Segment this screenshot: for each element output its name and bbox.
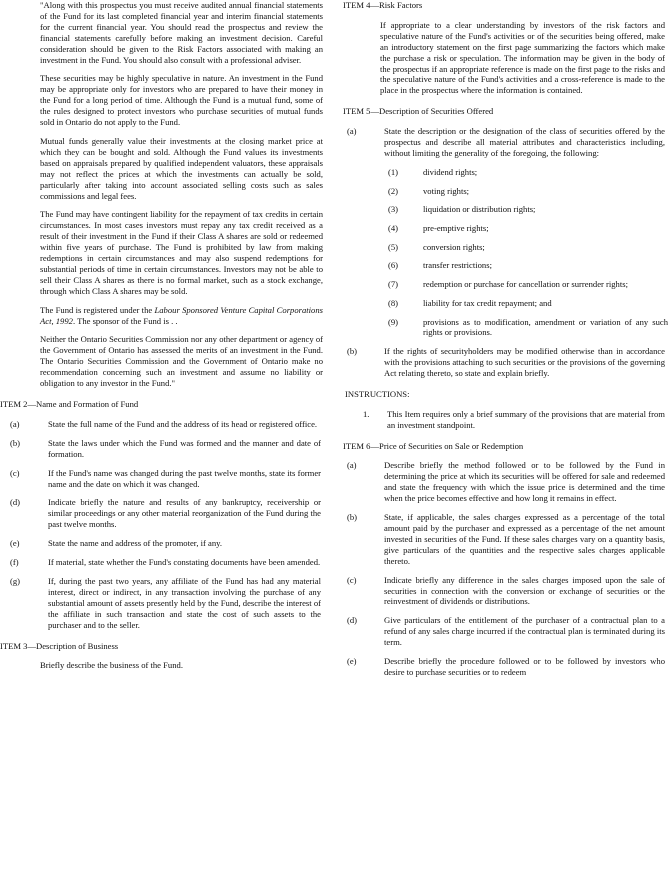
item6-entry-d xyxy=(347,615,665,648)
item5-subtext-6: transfer restrictions; xyxy=(423,260,492,271)
item3-heading: ITEM 3—Description of Business xyxy=(0,640,119,651)
item5-subitem-3 xyxy=(388,204,668,215)
item2-label-d: (d) xyxy=(10,497,21,508)
item5-subtext-1: dividend rights; xyxy=(423,166,478,177)
item6-text-c: Indicate briefly any difference in the sales charges imposed upon the sale of securities in connection with the conversion or exchange of securities or the reinvestment of dividends or distributions. xyxy=(384,574,665,607)
prospectus-notice-final-paragraph: Neither the Ontario Securities Commission nor any other department or agency of the Government of Ontario has assessed the merits of an investment in the Fund. The Ontario Securities Commission and the Government of Ontario make no recommendation concerning such an investment and assume no liability or obligation to any investor in the Fund." xyxy=(40,334,323,389)
item6-text-e: Describe briefly the procedure followed or to be followed by investors who desire to purchase securities or to redeem xyxy=(384,656,665,677)
item2-text-f: If material, state whether the Fund's constating documents have been amended. xyxy=(48,557,321,568)
item5-sublabel-1: (1) xyxy=(388,166,399,177)
item2-text-a: State the full name of the Fund and the address of its head or registered office. xyxy=(48,418,318,429)
item5-subtext-5: conversion rights; xyxy=(423,241,485,252)
item4-heading: ITEM 4—Risk Factors xyxy=(343,0,423,10)
item5-subitem-1 xyxy=(388,167,668,178)
registration-paragraph xyxy=(40,305,323,327)
item5-subitem-5 xyxy=(388,242,668,253)
instructions-heading: INSTRUCTIONS: xyxy=(345,388,410,399)
item2-label-a: (a) xyxy=(10,418,20,429)
item5-sublabel-4: (4) xyxy=(388,222,399,233)
registration-post: . The sponsor of the Fund is . . xyxy=(72,315,178,326)
item6-text-b: State, if applicable, the sales charges expressed as a percentage of the total amount paid by the purchaser and expressed as a percentage of the net amount invested in securities of the Fund. If these sales charges vary on a quantity basis, give particulars of the quantities and the respective sales charges applicable thereto. xyxy=(384,512,665,566)
item6-label-a: (a) xyxy=(347,460,357,471)
prospectus-notice-paragraph-4: The Fund may have contingent liability for the repayment of tax credits in certain circumstances. In most cases investors must repay any tax credit received as a result of their investment in the Fund if their Class A shares are sold or redeemed within five years of purchase. The Fund is prohibited by law from making redemptions in certain circumstances and may also suspend redemptions for substantial periods of time in certain circumstances. Investors may not be able to sell their Class A shares as there is no formal market, such as a stock exchange, through which Class A shares may be sold. xyxy=(40,209,323,296)
item2-entry-a xyxy=(10,419,321,430)
prospectus-notice-paragraph-2: These securities may be highly speculative in nature. An investment in the Fund may be appropriate only for investors who are prepared to have their money in the Fund for a long period of time. Although the Fund is a mutual fund, some of the rules designed to protect investors who purchase securities of mutual funds sold in Ontario do not apply to the Fund. xyxy=(40,73,323,128)
item5-subitem-7 xyxy=(388,279,668,290)
item5-subitem-9 xyxy=(388,317,668,339)
item5-subitems xyxy=(388,167,668,338)
item2-text-c: If the Fund's name was changed during the past twelve months, state its former name and the date on which it was changed. xyxy=(48,467,321,489)
item5-subtext-4: pre-emptive rights; xyxy=(423,222,489,233)
item5-subtext-7: redemption or purchase for cancellation or surrender rights; xyxy=(423,279,628,290)
right-column xyxy=(343,0,668,686)
instructions-label-1: 1. xyxy=(363,408,370,419)
item5-sublabel-9: (9) xyxy=(388,316,399,327)
prospectus-notice-paragraph-1: "Along with this prospectus you must receive audited annual financial statements of the Fund for its last completed financial year and interim financial statements for the current financial year. You should read the prospectus and review the financial statements carefully before making an investment decision. Careful consideration should be given to the Risk Factors associated with making an investment in the Fund. You should also consult with a professional adviser. xyxy=(40,0,323,65)
item5-heading: ITEM 5—Description of Securities Offered xyxy=(343,106,494,117)
item6-heading: ITEM 6—Price of Securities on Sale or Redemption xyxy=(343,440,524,451)
left-column xyxy=(0,0,333,671)
item5-sublabel-2: (2) xyxy=(388,185,399,196)
item5-subitem-6 xyxy=(388,260,668,271)
registration-act: Labour Sponsored Venture Capital Corporations Act, 1992 xyxy=(40,304,323,326)
item6-text-a: Describe briefly the method followed or to be followed by the Fund in determining the price at which its securities will be offered for sale and redeemed and state the frequency with which the issue price is determined and the time when the price becomes effective and how long it remains in effect. xyxy=(384,460,665,504)
item5-sublabel-7: (7) xyxy=(388,279,399,290)
item5-subitem-8 xyxy=(388,298,668,309)
item5-label-a: (a) xyxy=(347,126,357,137)
item2-entry-d xyxy=(10,497,321,530)
item5-sublabel-8: (8) xyxy=(388,297,399,308)
item6-label-b: (b) xyxy=(347,512,358,523)
instructions-text-1: This Item requires only a brief summary of the provisions that are material from an investment standpoint. xyxy=(387,408,665,430)
instructions-entry-1 xyxy=(363,409,665,431)
item2-entry-e xyxy=(10,538,321,549)
item2-label-c: (c) xyxy=(10,467,20,478)
item2-label-g: (g) xyxy=(10,575,21,586)
item5-subitem-2 xyxy=(388,186,668,197)
item2-entry-c xyxy=(10,468,321,490)
item5-subtext-8: liability for tax credit repayment; and xyxy=(423,297,552,308)
item2-text-b: State the laws under which the Fund was formed and the manner and date of formation. xyxy=(48,437,321,459)
item5-sublabel-3: (3) xyxy=(388,204,399,215)
item5-text-b: If the rights of securityholders may be modified otherwise than in accordance with the provisions attaching to such securities or the provisions of the governing Act relating thereto, so state and explain briefly. xyxy=(384,346,665,378)
item2-list xyxy=(0,419,333,631)
item6-label-e: (e) xyxy=(347,656,357,667)
item2-text-e: State the name and address of the promoter, if any. xyxy=(48,538,223,549)
item5-entry-b xyxy=(347,346,665,379)
item2-text-g: If, during the past two years, any affiliate of the Fund has had any material interest, direct or indirect, in any transaction involving the purchase of any substantial amount of assets presently held by the Fund, describe the interest of the affiliate in such transaction and state the cost of such assets to the purchaser and to the seller. xyxy=(48,575,321,630)
item5-subtext-2: voting rights; xyxy=(423,185,470,196)
item2-label-b: (b) xyxy=(10,437,21,448)
item2-heading: ITEM 2—Name and Formation of Fund xyxy=(0,399,139,409)
item5-subitem-4 xyxy=(388,223,668,234)
prospectus-notice-paragraph-3: Mutual funds generally value their investments at the closing market price at which they can be bought and sold. Although the Fund values its investments based on appraisals prepared by qualified independent valuators, these appraisals may not reflect the prices at which the investments can actually be sold, particularly after taking into account associated selling costs such as sales commissions and legal fees. xyxy=(40,135,323,201)
registration-pre: The Fund is registered under the xyxy=(40,304,155,315)
item5-subtext-9: provisions as to modification, amendment or variation of any such rights or provisions. xyxy=(423,316,668,338)
item3-text: Briefly describe the business of the Fund. xyxy=(40,660,183,671)
item6-label-c: (c) xyxy=(347,574,357,585)
item4-text: If appropriate to a clear understanding by investors of the risk factors and speculative nature of the Fund's activities or of the securities being offered, make an introductory statement on the first page summarizing the factors which make the purchase a risk or speculation. The information may be given in the body of the prospectus if an appropriate reference is made on the first page to the risks and the speculative nature of the Fund's activities and a cross-reference is made to the place in the prospectus where the information is contained. xyxy=(380,19,665,96)
item5-sublabel-5: (5) xyxy=(388,241,399,252)
item2-entry-b xyxy=(10,438,321,460)
item6-entry-b xyxy=(347,512,665,567)
item2-entry-g xyxy=(10,576,321,631)
item5-label-b: (b) xyxy=(347,346,358,357)
item2-entry-f xyxy=(10,557,321,568)
item5-entry-a xyxy=(347,126,665,159)
item5-subtext-3: liquidation or distribution rights; xyxy=(423,204,536,215)
item2-label-f: (f) xyxy=(10,557,19,568)
item2-text-d: Indicate briefly the nature and results of any bankruptcy, receivership or similar proceedings or any other material reorganization of the Fund during the past twelve months. xyxy=(48,497,321,530)
item2-label-e: (e) xyxy=(10,538,20,549)
item6-entry-c xyxy=(347,575,665,608)
item5-text-a: State the description or the designation of the class of securities offered by the prospectus and describe all material attributes and characteristics including, without limiting the generality of the foregoing, the following: xyxy=(384,126,665,158)
item6-entry-a xyxy=(347,460,665,504)
item6-entry-e xyxy=(347,656,665,678)
item5-sublabel-6: (6) xyxy=(388,260,399,271)
item6-label-d: (d) xyxy=(347,615,358,626)
item6-text-d: Give particulars of the entitlement of the purchaser of a contractual plan to a refund of any sales charge incurred if the contractual plan is terminated during its term. xyxy=(384,615,665,648)
